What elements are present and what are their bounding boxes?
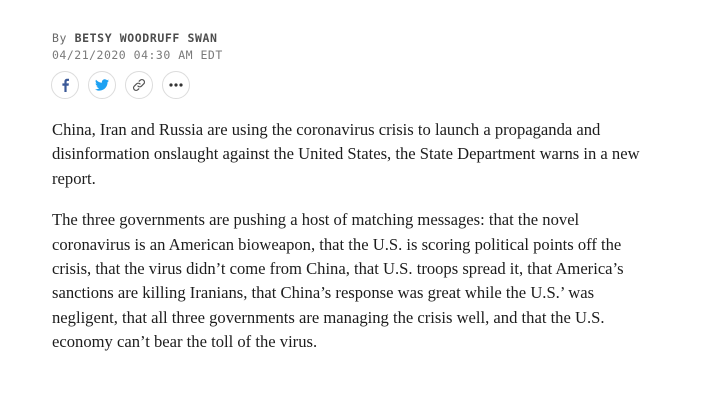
author-name[interactable]: BETSY WOODRUFF SWAN bbox=[74, 31, 218, 45]
twitter-icon bbox=[95, 79, 109, 91]
copy-link-button[interactable] bbox=[125, 71, 153, 99]
byline bbox=[52, 31, 218, 45]
article-paragraph: China, Iran and Russia are using the coronavirus crisis to launch a propaganda and disinformation onslaught against the United States, the State Department warns in a new report. bbox=[52, 120, 640, 188]
publish-date: 04/21/2020 04:30 AM EDT bbox=[52, 48, 223, 62]
share-twitter-button[interactable] bbox=[88, 71, 116, 99]
article-body bbox=[52, 118, 652, 372]
share-facebook-button[interactable] bbox=[51, 71, 79, 99]
share-toolbar bbox=[51, 71, 190, 99]
byline-prefix: By bbox=[52, 31, 68, 45]
link-icon bbox=[132, 78, 146, 92]
article-paragraph: The three governments are pushing a host of matching messages: that the novel coronavirus is an American bioweapon, that the U.S. is scoring political points off the crisis, that the virus didn’t come from China, that U.S. troops spread it, that America’s sanctions are killing Iranians, that China’s response was great while the U.S.’ was negligent, that all three governments are managing the crisis well, and that the U.S. economy can’t bear the toll of the virus. bbox=[52, 210, 624, 352]
more-icon bbox=[169, 83, 183, 87]
more-options-button[interactable] bbox=[162, 71, 190, 99]
facebook-icon bbox=[59, 78, 71, 92]
